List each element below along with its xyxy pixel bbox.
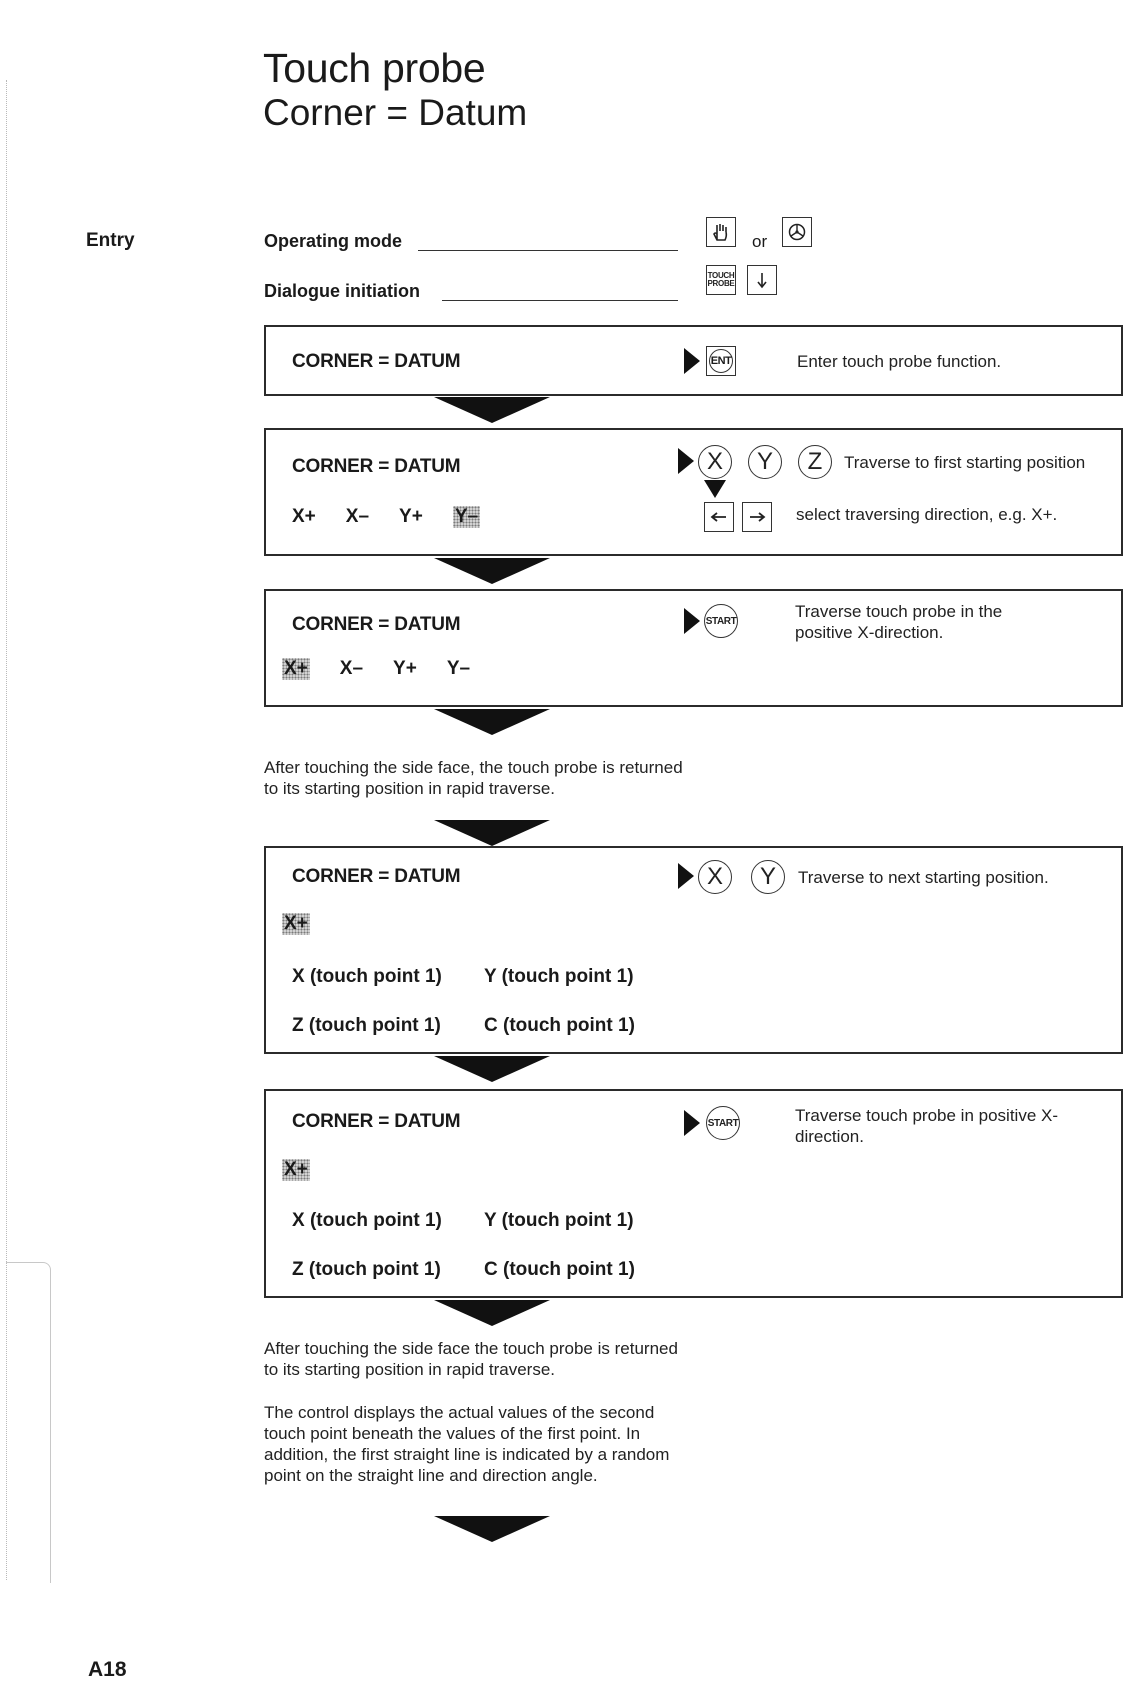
step-2-title: CORNER = DATUM — [292, 456, 461, 477]
option-x-plus-highlighted: X+ — [284, 658, 308, 679]
note-after-touch-1: After touching the side face, the touch probe is returned to its starting position in rapid traverse. — [264, 758, 683, 798]
touch-point-c: C (touch point 1) — [484, 1015, 635, 1036]
ent-key-icon[interactable] — [706, 346, 736, 376]
flow-arrow-down-icon-3 — [434, 709, 550, 735]
touch-point-y: Y (touch point 1) — [484, 966, 634, 987]
step-4-selected-direction: X+ — [284, 913, 308, 934]
note-after-touch-2: After touching the side face the touch probe is returned to its starting position in rapid traverse. — [264, 1339, 678, 1379]
step-3-pointer-arrow-icon — [684, 608, 700, 634]
flow-arrow-down-icon-4 — [434, 820, 550, 846]
step-1-dialog-box — [264, 325, 1123, 396]
step-3-description: Traverse touch probe in the positive X-direction. — [795, 602, 1003, 642]
flow-arrow-down-icon-5 — [434, 1056, 550, 1082]
start-key[interactable]: START — [704, 604, 738, 638]
step-4-dialog-box — [264, 846, 1123, 1054]
flow-arrow-down-icon-2 — [434, 558, 550, 584]
x-axis-key[interactable]: X — [698, 445, 732, 479]
arrow-left-key-icon[interactable] — [704, 502, 734, 532]
step-2-description: Traverse to first starting position — [844, 453, 1086, 472]
x-axis-key[interactable]: X — [698, 860, 732, 894]
page-number: A18 — [88, 1658, 127, 1681]
flow-arrow-down-icon-7 — [434, 1516, 550, 1542]
option-x-plus: X+ — [292, 506, 316, 527]
y-axis-key[interactable]: Y — [751, 860, 785, 894]
page-title: Touch probe — [263, 45, 486, 91]
arrow-down-key-icon[interactable] — [747, 265, 777, 295]
touch-point-c: C (touch point 1) — [484, 1259, 635, 1280]
step-5-pointer-arrow-icon — [684, 1110, 700, 1136]
section-label-entry: Entry — [86, 230, 135, 251]
dialogue-initiation-leader-line — [442, 300, 678, 301]
step-1-pointer-arrow-icon — [684, 348, 700, 374]
touch-point-x: X (touch point 1) — [292, 1210, 442, 1231]
step-5-dialog-box — [264, 1089, 1123, 1298]
step-4-title: CORNER = DATUM — [292, 866, 461, 887]
note-control-displays: The control displays the actual values of the second touch point beneath the values of the first point. In addition, the first straight line is indicated by a random point on the straight line and direction angle. — [264, 1403, 670, 1485]
touch-point-z: Z (touch point 1) — [292, 1259, 441, 1280]
touch-probe-key-text-1: TOUCH — [707, 271, 735, 280]
hand-wheel-key-icon[interactable] — [706, 217, 736, 247]
step-2-down-arrow-icon — [704, 480, 726, 498]
y-axis-key[interactable]: Y — [748, 445, 782, 479]
step-5-description: Traverse touch probe in positive X-direction. — [795, 1106, 1058, 1146]
operating-mode-leader-line — [418, 250, 678, 251]
step-2-dialog-box — [264, 428, 1123, 556]
step-1-title: CORNER = DATUM — [292, 351, 461, 372]
ent-key-label: ENT — [709, 349, 733, 373]
left-margin-bracket — [6, 1262, 51, 1583]
touch-probe-key-text-2: PROBE — [707, 279, 735, 288]
step-2-pointer-arrow-icon — [678, 448, 694, 474]
step-4-description: Traverse to next starting position. — [798, 868, 1049, 887]
step-4-pointer-arrow-icon — [678, 863, 694, 889]
option-y-plus: Y+ — [393, 658, 417, 679]
option-y-minus: Y– — [446, 658, 471, 679]
step-3-dialog-box — [264, 589, 1123, 707]
step-1-description: Enter touch probe function. — [797, 352, 1002, 371]
or-text: or — [752, 232, 768, 251]
step-3-title: CORNER = DATUM — [292, 614, 461, 635]
option-y-plus: Y+ — [399, 506, 423, 527]
touch-point-y: Y (touch point 1) — [484, 1210, 634, 1231]
step-5-selected-direction: X+ — [284, 1159, 308, 1180]
z-axis-key[interactable]: Z — [798, 445, 832, 479]
operating-mode-label: Operating mode — [264, 231, 403, 251]
flow-arrow-down-icon-6 — [434, 1300, 550, 1326]
dialogue-initiation-label: Dialogue initiation — [264, 281, 420, 301]
option-y-minus-highlighted: Y– — [454, 506, 479, 527]
page-subtitle: Corner = Datum — [263, 92, 528, 133]
step-2-description-2: select traversing direction, e.g. X+. — [796, 505, 1058, 524]
step-3-direction-options — [282, 658, 470, 680]
flow-arrow-down-icon-1 — [434, 397, 550, 423]
option-x-minus: X– — [339, 658, 364, 679]
step-2-direction-options — [292, 506, 480, 528]
step-5-title: CORNER = DATUM — [292, 1111, 461, 1132]
touch-probe-key-icon[interactable] — [706, 265, 736, 295]
arrow-right-key-icon[interactable] — [742, 502, 772, 532]
touch-point-z: Z (touch point 1) — [292, 1015, 441, 1036]
electronic-handwheel-key-icon[interactable] — [782, 217, 812, 247]
option-x-minus: X– — [345, 506, 370, 527]
touch-point-x: X (touch point 1) — [292, 966, 442, 987]
start-key[interactable]: START — [706, 1106, 740, 1140]
